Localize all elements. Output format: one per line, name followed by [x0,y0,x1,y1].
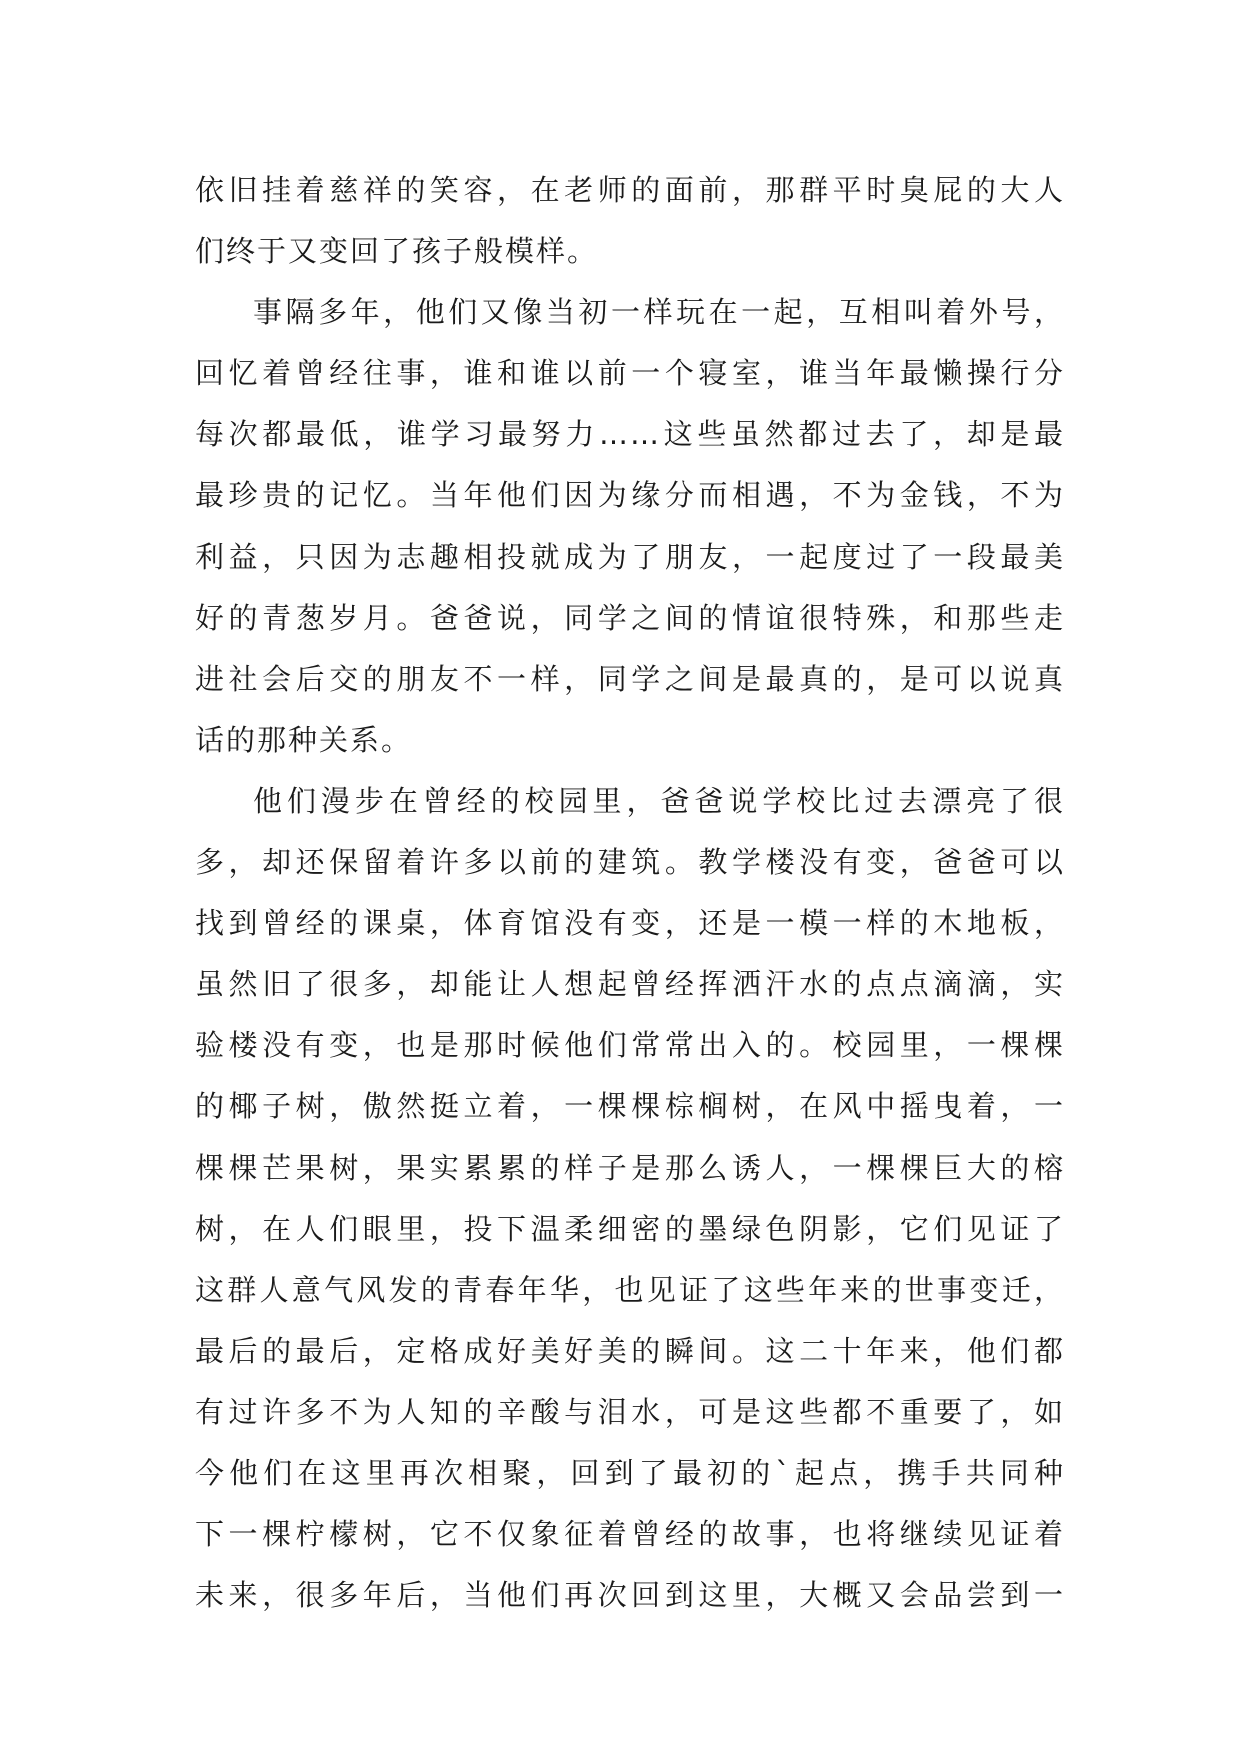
text-line: 最珍贵的记忆。当年他们因为缘分而相遇，不为金钱，不为 [195,478,1065,513]
text-line: 下一棵柠檬树，它不仅象征着曾经的故事，也将继续见证着 [195,1517,1065,1552]
text-line: 多，却还保留着许多以前的建筑。教学楼没有变，爸爸可以 [195,845,1065,880]
text-line: 依旧挂着慈祥的笑容，在老师的面前，那群平时臭屁的大人 [195,173,1065,207]
text-line: 好的青葱岁月。爸爸说，同学之间的情谊很特殊，和那些走 [195,600,1065,635]
text-line: 这群人意气风发的青春年华，也见证了这些年来的世事变迁， [195,1272,1065,1307]
text-line: 利益，只因为志趣相投就成为了朋友，一起度过了一段最美 [195,539,1065,574]
text-line: 最后的最后，定格成好美好美的瞬间。这二十年来，他们都 [195,1333,1065,1368]
text-line: 事隔多年，他们又像当初一样玩在一起，互相叫着外号， [253,295,1065,330]
text-line: 树，在人们眼里，投下温柔细密的墨绿色阴影，它们见证了 [195,1211,1065,1246]
text-line: 话的那种关系。 [195,722,413,757]
body-text [195,160,1065,1626]
text-line: 找到曾经的课桌，体育馆没有变，还是一模一样的木地板， [195,906,1065,941]
text-line: 他们漫步在曾经的校园里，爸爸说学校比过去漂亮了很 [253,783,1065,818]
text-line: 的椰子树，傲然挺立着，一棵棵棕榈树，在风中摇曳着，一 [195,1089,1065,1124]
text-line: 进社会后交的朋友不一样，同学之间是最真的，是可以说真 [195,661,1065,696]
text-line: 棵棵芒果树，果实累累的样子是那么诱人，一棵棵巨大的榕 [195,1150,1065,1185]
text-line: 们终于又变回了孩子般模样。 [195,234,599,269]
text-line: 验楼没有变，也是那时候他们常常出入的。校园里，一棵棵 [195,1028,1065,1063]
text-line: 虽然旧了很多，却能让人想起曾经挥洒汗水的点点滴滴，实 [195,967,1065,1002]
text-line: 每次都最低，谁学习最努力……这些虽然都过去了，却是最 [195,417,1065,452]
text-line: 回忆着曾经往事，谁和谁以前一个寝室，谁当年最懒操行分 [195,356,1065,391]
text-line: 今他们在这里再次相聚，回到了最初的`起点，携手共同种 [195,1455,1065,1490]
text-line: 有过许多不为人知的辛酸与泪水，可是这些都不重要了，如 [195,1394,1065,1429]
text-line: 未来，很多年后，当他们再次回到这里，大概又会品尝到一 [195,1578,1065,1613]
